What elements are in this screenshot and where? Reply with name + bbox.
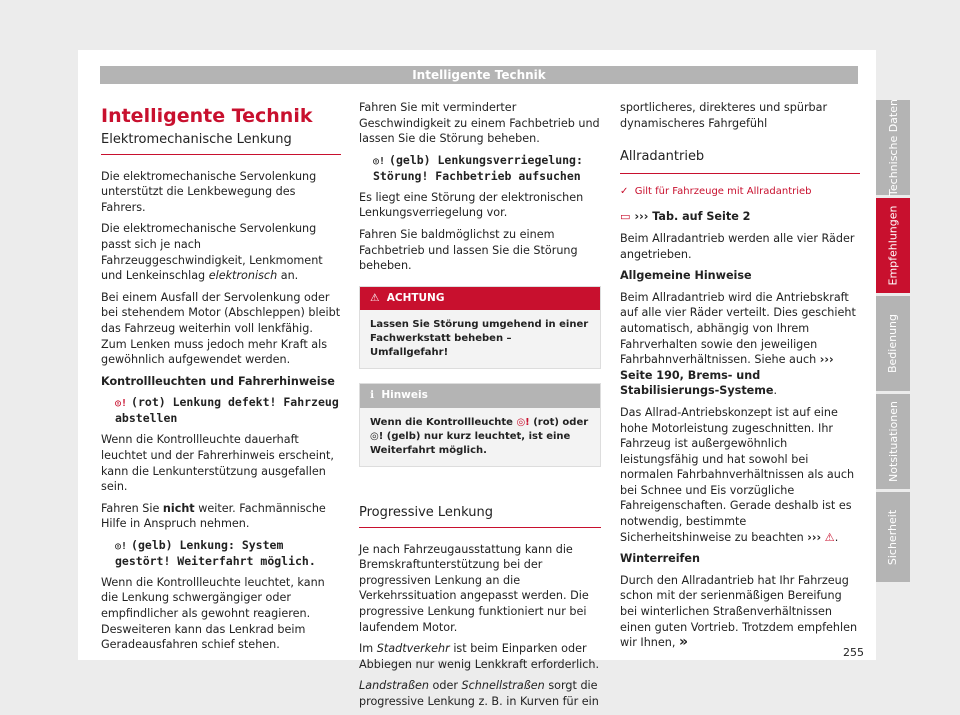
paragraph: sportlicheres, direkteres und spürbar dynamischeres Fahrgefühl [620,101,828,130]
paragraph: Die elektromechanische Servolenkung passt sich je nach Fahrzeuggeschwindigkeit, Lenkmoment und Lenkeinschlag elektronisch an. [101,222,323,283]
paragraph: Beim Allradantrieb wird die Antriebskraft auf alle vier Räder verteilt. Dies geschieht automatisch, abhängig von Ihrem Fahrverhalten sowie den jeweiligen Fahrbahnverhältnissen. Siehe auch ››› Seite 190, Brems- und Stabilisierungs-Systeme. [620,290,856,398]
applicability-note: ✓ Gilt für Fahrzeuge mit Allradantrieb [620,185,812,197]
note-text: Wenn die Kontrollleuchte ◎! (rot) oder ◎! (gelb) nur kurz leuchtet, ist eine Weiterfahrt möglich. [360,408,600,466]
subheading: Kontrollleuchten und Fahrerhinweise [101,374,335,388]
subheading: Winterreifen [620,552,700,566]
subheading: Allgemeine Hinweise [620,269,752,283]
page-number: 255 [843,646,864,659]
column-2 [359,100,601,715]
running-header: Intelligente Technik [100,66,858,84]
paragraph: Es liegt eine Störung der elektronischen Lenkungsverriegelung vor. [359,190,584,220]
caution-box [359,286,601,370]
paragraph: Das Allrad-Antriebskonzept ist auf eine hohe Motorleistung zugeschnitten. Ihr Fahrzeug ist außergewöhnlich leistungsfähig und hat sowohl bei normalen Fahrbahnverhältnissen als auch bei Schnee und Eis vorzügliche Fahreigenschaften. Gerade deshalb ist es notwendig, bestimmte Sicherheitshinweise zu beachten ››› ⚠. [620,405,855,544]
paragraph: Wenn die Kontrollleuchte dauerhaft leuchtet und der Fahrerhinweis erscheint, kann die Lenkunterstützung ausgefallen sein. [101,433,334,494]
tab-sicherheit[interactable]: Sicherheit [876,492,910,582]
check-icon: ✓ [620,185,629,197]
paragraph: Fahren Sie baldmöglichst zu einem Fachbetrieb und lassen Sie die Störung beheben. [359,227,578,273]
warning-message: ◎! (gelb) Lenkungsverriegelung: Störung! Fachbetrieb aufsuchen [373,152,583,183]
paragraph: Fahren Sie mit verminderter Geschwindigkeit zu einem Fachbetrieb und lassen Sie die Störung beheben. [359,101,600,146]
warning-lamp-icon: ◎! [370,430,384,442]
warning-triangle-icon: ⚠ [370,291,380,304]
info-icon: ℹ [370,389,374,402]
paragraph: Die elektromechanische Servolenkung unterstützt die Lenkbewegung des Fahrers. [101,169,317,214]
column-1 [101,100,341,659]
tab-bedienung[interactable]: Bedienung [876,296,910,391]
paragraph: Je nach Fahrzeugausstattung kann die Bremskraftunterstützung bei der progressiven Lenkung an die Verkehrssituation angepasst werden. Die progressive Lenkung funktioniert nur bei laufendem Motor. [359,542,589,634]
continue-marker: » [679,634,689,651]
warning-lamp-icon: ◎! [516,416,530,428]
warning-triangle-icon: ⚠ [824,530,835,544]
column-3 [620,100,860,657]
section-title: Elektromechanische Lenkung [101,132,341,155]
paragraph: Landstraßen oder Schnellstraßen sorgt die progressive Lenkung z. B. in Kurven für ein [359,679,599,708]
tab-technische-daten[interactable]: Technische Daten [876,100,910,195]
page-title: Intelligente Technik [101,105,313,127]
paragraph: Fahren Sie nicht weiter. Fachmännische Hilfe in Anspruch nehmen. [101,501,326,531]
section-title: Allradantrieb [620,145,860,174]
caution-header: ⚠ ACHTUNG [360,287,600,311]
paragraph: Wenn die Kontrollleuchte leuchtet, kann die Lenkung schwergängiger oder empfindlicher als gewohnt reagieren. Desweiteren kann das Lenkrad beim Geradeausfahren schief stehen. [101,575,325,652]
paragraph: Durch den Allradantrieb hat Ihr Fahrzeug schon mit der serienmäßigen Bereifung bei winterlichen Straßenverhältnissen einen guten Vortrieb. Trotzdem empfehlen wir Ihnen, » [620,573,858,651]
caution-text: Lassen Sie Störung umgehend in einer Fachwerkstatt beheben – Umfallgefahr! [360,310,600,368]
warning-message: ◎! (rot) Lenkung defekt! Fahrzeug abstellen [115,395,339,426]
note-box [359,383,601,467]
section-title: Progressive Lenkung [359,485,601,528]
steering-warning-icon: ◎! [115,398,128,410]
table-reference[interactable]: ▭ ››› Tab. auf Seite 2 [620,210,751,224]
paragraph: Im Stadtverkehr ist beim Einparken oder Abbiegen nur wenig Lenkkraft erforderlich. [359,642,600,671]
tab-empfehlungen[interactable]: Empfehlungen [876,198,910,293]
steering-lock-icon: ◎! [373,155,386,167]
table-icon: ▭ [620,210,631,224]
steering-warning-icon: ◎! [115,540,128,552]
tab-notsituationen[interactable]: Notsituationen [876,394,910,489]
paragraph: Bei einem Ausfall der Servolenkung oder bei stehendem Motor (Abschleppen) bleibt das Fahrzeug weiterhin voll lenkfähig. Zum Lenken muss jedoch mehr Kraft als gewöhnlich aufgewendet werden. [101,290,341,367]
note-header: ℹ Hinweis [360,384,600,408]
warning-message: ◎! (gelb) Lenkung: System gestört! Weiterfahrt möglich. [115,537,316,568]
cross-reference-link[interactable]: ››› Seite 190, Brems- und Stabilisierungs-Systeme [620,353,834,398]
paragraph: Beim Allradantrieb werden alle vier Räder angetrieben. [620,231,855,261]
